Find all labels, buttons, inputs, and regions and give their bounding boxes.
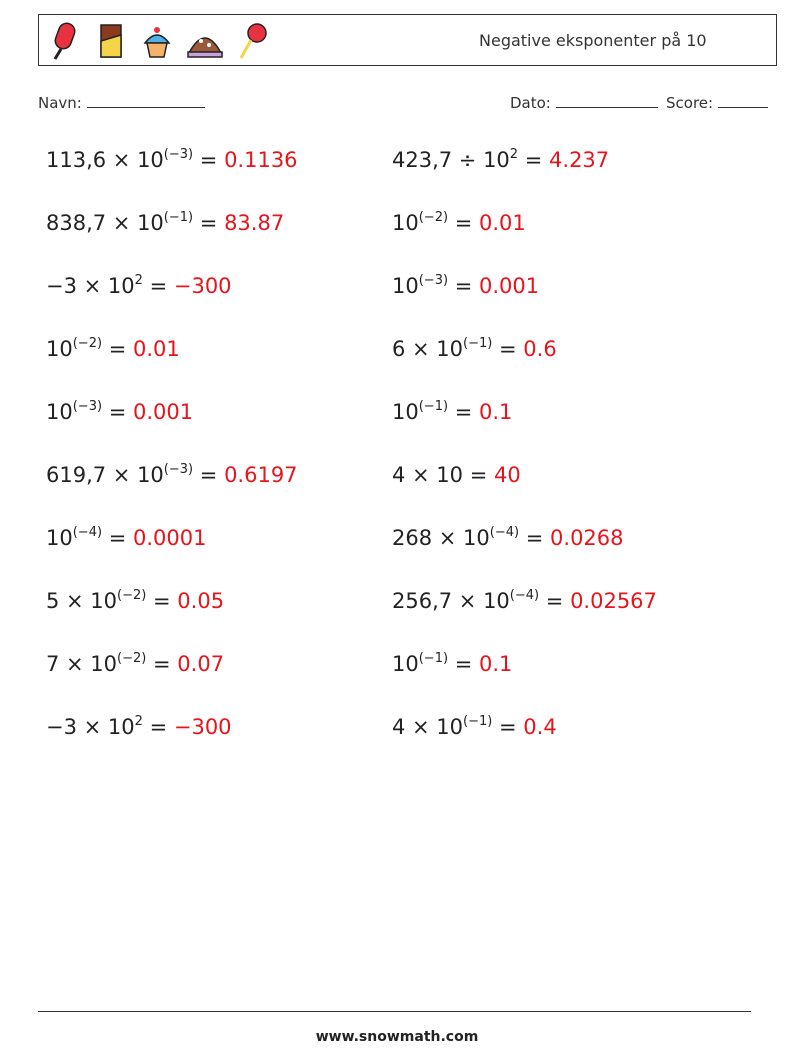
problem-exponent: 2 bbox=[134, 714, 143, 729]
problem-answer: 0.0268 bbox=[550, 526, 624, 550]
worksheet-header bbox=[38, 14, 777, 66]
equals-sign: = bbox=[448, 274, 479, 298]
problem-answer: 0.07 bbox=[177, 652, 225, 676]
problem-expression: 10 bbox=[392, 652, 419, 676]
problem-exponent: (−1) bbox=[418, 651, 449, 666]
equals-sign: = bbox=[142, 274, 174, 298]
problem-answer: 83.87 bbox=[224, 211, 285, 235]
problem-item bbox=[392, 518, 624, 558]
problem-answer: 0.4 bbox=[523, 715, 557, 739]
problem-exponent: (−2) bbox=[418, 210, 449, 225]
problem-exponent: (−1) bbox=[463, 336, 493, 351]
name-blank[interactable] bbox=[87, 93, 205, 108]
name-label: Navn: bbox=[38, 94, 82, 112]
problem-expression: 268 × 10 bbox=[392, 526, 490, 550]
name-field bbox=[38, 93, 205, 112]
footer-divider bbox=[38, 1011, 751, 1012]
problem-exponent: (−1) bbox=[418, 399, 449, 414]
problem-expression: 5 × 10 bbox=[46, 589, 118, 613]
problem-expression: 4 × 10 bbox=[392, 715, 464, 739]
problem-exponent: (−4) bbox=[509, 588, 540, 603]
problem-item bbox=[46, 140, 298, 180]
problem-item bbox=[46, 266, 232, 306]
problem-item bbox=[392, 329, 557, 369]
equals-sign: = bbox=[492, 337, 524, 361]
equals-sign: = bbox=[142, 715, 174, 739]
problem-expression: 10 bbox=[46, 337, 73, 361]
equals-sign: = bbox=[492, 715, 524, 739]
problem-item bbox=[392, 644, 512, 684]
equals-sign: = bbox=[518, 148, 550, 172]
equals-sign: = bbox=[146, 652, 178, 676]
problem-item bbox=[46, 203, 284, 243]
footer-website: www.snowmath.com bbox=[315, 1029, 479, 1045]
date-blank[interactable] bbox=[556, 93, 658, 108]
problem-item bbox=[392, 203, 526, 243]
problem-expression: −3 × 10 bbox=[46, 715, 135, 739]
problem-exponent: (−4) bbox=[72, 525, 103, 540]
problem-exponent: (−2) bbox=[117, 651, 147, 666]
score-field bbox=[666, 93, 768, 112]
lollipop-icon bbox=[235, 21, 271, 61]
problem-item bbox=[46, 581, 224, 621]
problem-answer: 0.05 bbox=[177, 589, 225, 613]
problem-answer: 40 bbox=[493, 463, 521, 487]
problem-answer: −300 bbox=[173, 274, 232, 298]
problem-expression: −3 × 10 bbox=[46, 274, 135, 298]
problem-exponent: (−3) bbox=[418, 273, 449, 288]
equals-sign: = bbox=[519, 526, 551, 550]
header-icons bbox=[47, 21, 271, 61]
problem-expression: 10 bbox=[392, 274, 419, 298]
date-field bbox=[510, 93, 658, 112]
problem-exponent: 2 bbox=[509, 147, 519, 162]
problem-answer: 0.1 bbox=[479, 652, 513, 676]
equals-sign: = bbox=[193, 463, 225, 487]
score-label: Score: bbox=[666, 94, 714, 112]
problem-answer: 0.1 bbox=[479, 400, 513, 424]
score-blank[interactable] bbox=[718, 93, 768, 108]
problem-item bbox=[46, 455, 298, 495]
problem-item bbox=[392, 707, 557, 747]
problem-answer: 0.6197 bbox=[224, 463, 298, 487]
cupcake-icon bbox=[139, 21, 175, 61]
problem-item bbox=[46, 518, 206, 558]
worksheet-title: Negative eksponenter på 10 bbox=[479, 31, 707, 50]
problem-answer: 0.6 bbox=[523, 337, 557, 361]
problem-expression: 6 × 10 bbox=[392, 337, 464, 361]
problem-answer: 0.01 bbox=[133, 337, 180, 361]
problem-answer: 4.237 bbox=[549, 148, 610, 172]
problem-expression: 619,7 × 10 bbox=[46, 463, 164, 487]
cake-icon bbox=[185, 21, 225, 61]
problem-expression: 423,7 ÷ 10 bbox=[392, 148, 510, 172]
equals-sign: = bbox=[102, 337, 133, 361]
problem-answer: −300 bbox=[173, 715, 232, 739]
problem-expression: 10 bbox=[392, 400, 419, 424]
problem-exponent: (−3) bbox=[163, 147, 194, 162]
chocolate-bar-icon bbox=[93, 21, 129, 61]
problem-expression: 10 bbox=[46, 400, 73, 424]
problem-item bbox=[46, 329, 180, 369]
problem-exponent: (−2) bbox=[117, 588, 147, 603]
problem-item bbox=[46, 392, 193, 432]
popsicle-icon bbox=[47, 21, 83, 61]
problem-exponent: (−1) bbox=[163, 210, 194, 225]
equals-sign: = bbox=[448, 652, 479, 676]
problem-exponent: (−4) bbox=[489, 525, 520, 540]
date-label: Dato: bbox=[510, 94, 551, 112]
problem-expression: 4 × 10 bbox=[392, 463, 464, 487]
problem-answer: 0.0001 bbox=[133, 526, 207, 550]
equals-sign: = bbox=[193, 211, 225, 235]
problem-expression: 7 × 10 bbox=[46, 652, 118, 676]
problem-expression: 256,7 × 10 bbox=[392, 589, 510, 613]
problem-item bbox=[46, 644, 224, 684]
equals-sign: = bbox=[448, 400, 479, 424]
problem-item bbox=[392, 266, 539, 306]
problem-answer: 0.001 bbox=[479, 274, 540, 298]
equals-sign: = bbox=[193, 148, 225, 172]
equals-sign: = bbox=[463, 463, 494, 487]
problem-expression: 113,6 × 10 bbox=[46, 148, 164, 172]
problem-answer: 0.1136 bbox=[224, 148, 298, 172]
problem-item bbox=[392, 581, 657, 621]
problem-exponent: (−2) bbox=[72, 336, 103, 351]
equals-sign: = bbox=[102, 400, 133, 424]
equals-sign: = bbox=[539, 589, 571, 613]
problem-item bbox=[46, 707, 232, 747]
problem-item bbox=[392, 140, 609, 180]
problem-exponent: 2 bbox=[134, 273, 143, 288]
problem-exponent: (−3) bbox=[72, 399, 103, 414]
equals-sign: = bbox=[146, 589, 178, 613]
equals-sign: = bbox=[102, 526, 133, 550]
problem-exponent: (−3) bbox=[163, 462, 194, 477]
equals-sign: = bbox=[448, 211, 479, 235]
problem-expression: 838,7 × 10 bbox=[46, 211, 164, 235]
problem-expression: 10 bbox=[46, 526, 73, 550]
problem-answer: 0.02567 bbox=[570, 589, 657, 613]
problem-item bbox=[392, 455, 521, 495]
problem-exponent: (−1) bbox=[463, 714, 493, 729]
problem-answer: 0.001 bbox=[133, 400, 194, 424]
problem-answer: 0.01 bbox=[479, 211, 526, 235]
problem-item bbox=[392, 392, 512, 432]
problem-expression: 10 bbox=[392, 211, 419, 235]
